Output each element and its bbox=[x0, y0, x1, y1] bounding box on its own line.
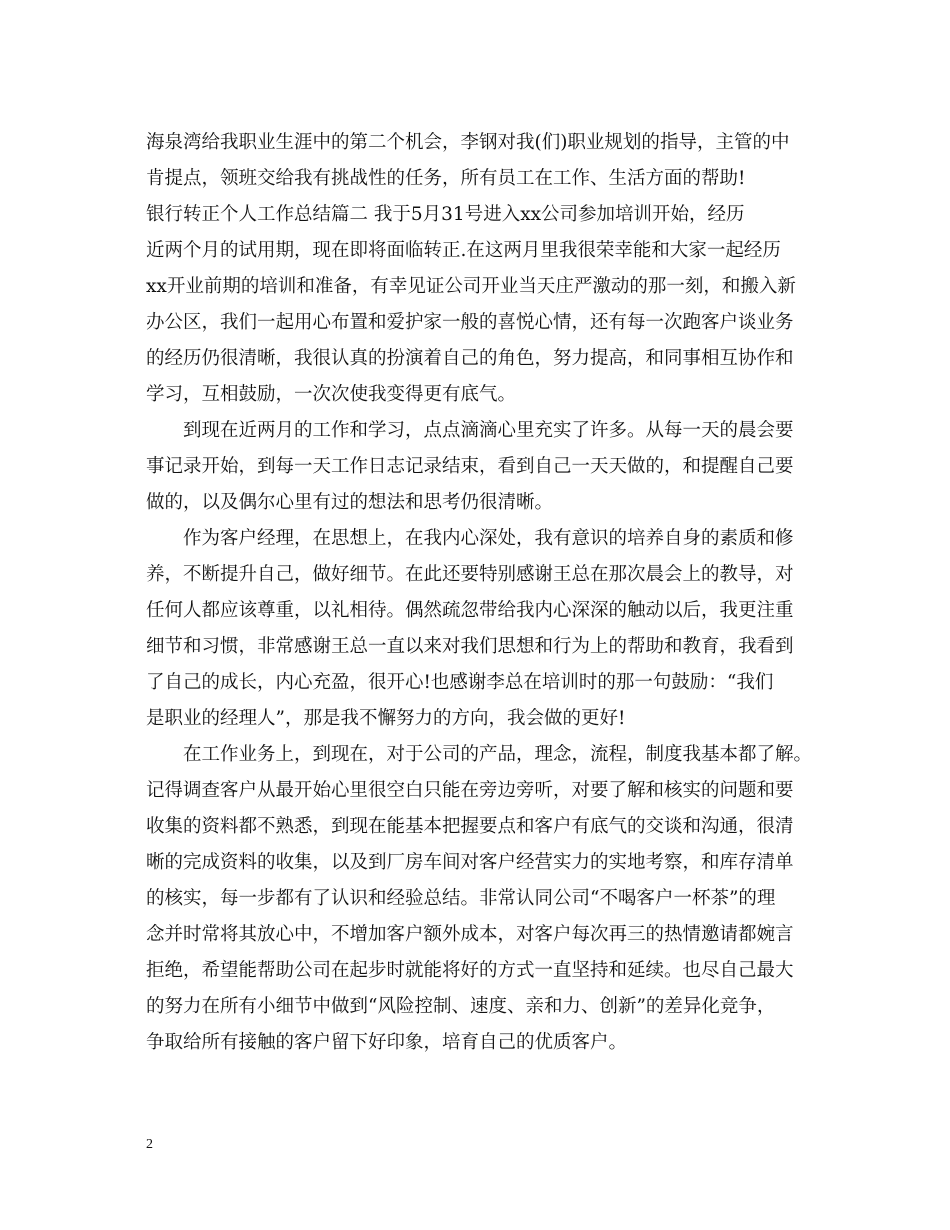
text-line: 细节和习惯，非常感谢王总一直以来对我们思想和行为上的帮助和教育，我看到 bbox=[146, 636, 794, 657]
text-line: 近两个月的试用期，现在即将面临转正.在这两月里我很荣幸能和大家一起经历 bbox=[146, 240, 781, 261]
text-line: 记得调查客户从最开始心里很空白只能在旁边旁听，对要了解和核实的问题和要 bbox=[146, 780, 794, 801]
text-line: 是职业的经理人”，那是我不懈努力的方向，我会做的更好! bbox=[146, 708, 626, 729]
text-line: 的努力在所有小细节中做到“风险控制、速度、亲和力、创新”的差异化竞争， bbox=[146, 996, 776, 1017]
paragraph-start-line: 到现在近两月的工作和学习，点点滴滴心里充实了许多。从每一天的晨会要 bbox=[183, 420, 794, 441]
text-line: xx开业前期的培训和准备，有幸见证公司开业当天庄严激动的那一刻，和搬入新 bbox=[146, 276, 796, 297]
text-line: 的核实，每一步都有了认识和经验总结。非常认同公司“不喝客户一杯茶”的理 bbox=[146, 888, 776, 909]
text-line: 了自己的成长，内心充盈，很开心!也感谢李总在培训时的那一句鼓励：“我们 bbox=[146, 672, 774, 693]
text-line: 海泉湾给我职业生涯中的第二个机会，李钢对我(们)职业规划的指导，主管的中 bbox=[146, 132, 790, 153]
text-line: 做的，以及偶尔心里有过的想法和思考仍很清晰。 bbox=[146, 492, 554, 513]
text-line: 的经历仍很清晰，我很认真的扮演着自己的角色，努力提高，和同事相互协作和 bbox=[146, 348, 794, 369]
text-line: 办公区，我们一起用心布置和爱护家一般的喜悦心情，还有每一次跑客户谈业务 bbox=[146, 312, 794, 333]
text-line: 念并时常将其放心中，不增加客户额外成本，对客户每次再三的热情邀请都婉言 bbox=[146, 924, 794, 945]
text-line: 事记录开始，到每一天工作日志记录结束，看到自己一天天做的，和提醒自己要 bbox=[146, 456, 794, 477]
text-line: 任何人都应该尊重，以礼相待。偶然疏忽带给我内心深深的触动以后，我更注重 bbox=[146, 600, 794, 621]
text-line: 肯提点，领班交给我有挑战性的任务，所有员工在工作、生活方面的帮助! bbox=[146, 168, 746, 189]
text-line: 晰的完成资料的收集，以及到厂房车间对客户经营实力的实地考察，和库存清单 bbox=[146, 852, 794, 873]
text-line: 拒绝，希望能帮助公司在起步时就能将好的方式一直坚持和延续。也尽自己最大 bbox=[146, 960, 794, 981]
text-line: 学习，互相鼓励，一次次使我变得更有底气。 bbox=[146, 384, 517, 405]
text-line: 养，不断提升自己，做好细节。在此还要特别感谢王总在那次晨会上的教导，对 bbox=[146, 564, 794, 585]
text-line: 收集的资料都不熟悉，到现在能基本把握要点和客户有底气的交谈和沟通，很清 bbox=[146, 816, 794, 837]
section-heading-line: 银行转正个人工作总结篇二 我于5月31号进入xx公司参加培训开始，经历 bbox=[146, 204, 745, 225]
page-number: 2 bbox=[146, 1137, 153, 1152]
text-line: 争取给所有接触的客户留下好印象，培育自己的优质客户。 bbox=[146, 1032, 628, 1053]
paragraph-start-line: 作为客户经理，在思想上，在我内心深处，我有意识的培养自身的素质和修 bbox=[183, 528, 794, 549]
paragraph-start-line: 在工作业务上，到现在，对于公司的产品，理念，流程，制度我基本都了解。 bbox=[183, 744, 813, 765]
